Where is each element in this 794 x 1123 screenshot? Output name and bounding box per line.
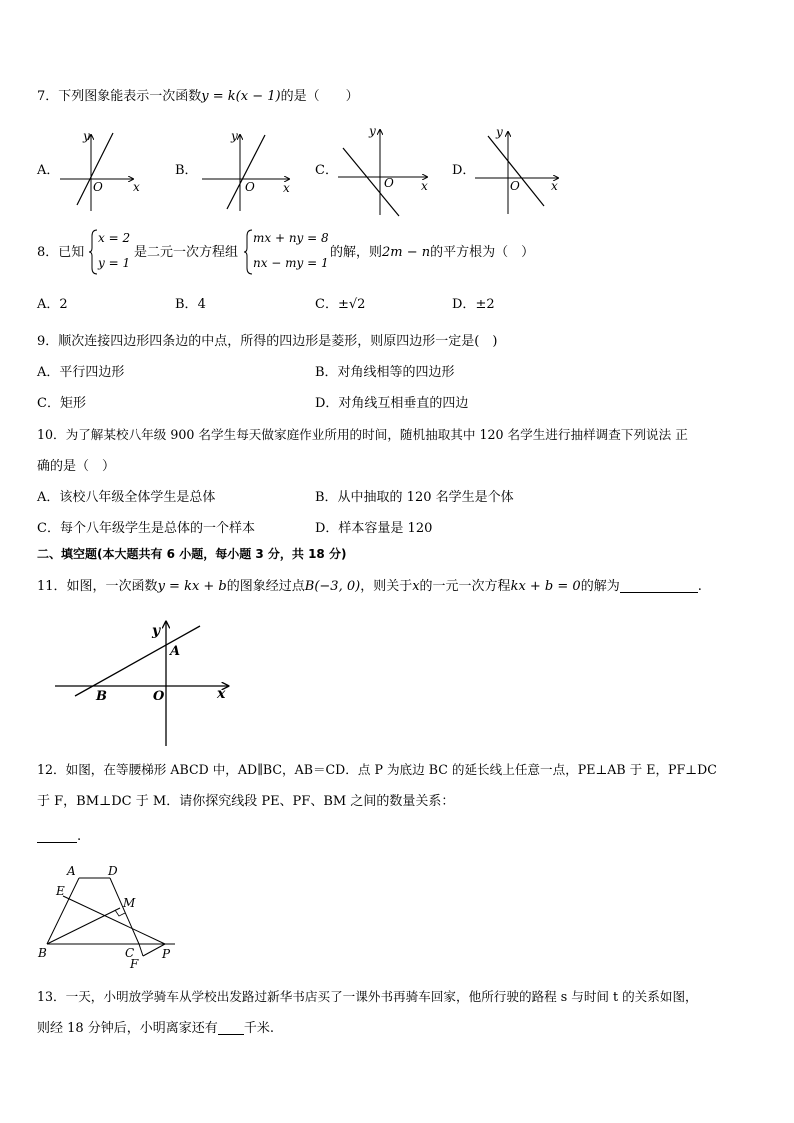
x-label: x	[217, 686, 226, 702]
q10-option-d[interactable]: D．样本容量是 120	[315, 521, 433, 536]
q7-graph-b	[197, 125, 297, 215]
x-label: x	[421, 179, 428, 193]
label-a: A	[67, 864, 76, 878]
label-c: C	[125, 946, 135, 960]
q8-option-a[interactable]: A．2	[37, 297, 68, 312]
q10-option-a[interactable]: A．该校八年级全体学生是总体	[37, 490, 216, 505]
segment-pe	[63, 896, 165, 944]
origin-label: O	[384, 176, 394, 190]
q7-option-c-label[interactable]: C．	[315, 163, 338, 178]
origin-label: O	[510, 179, 520, 193]
q8-sys1-eq2: y = 1	[98, 256, 131, 270]
q7-graph-c	[335, 120, 440, 220]
segment-bm	[47, 908, 120, 944]
q12-stem-line1: 12．如图，在等腰梯形 ABCD 中，AD∥BC，AB＝CD．点 P 为底边 BC 的延长线上任意一点，PE⊥AB 于 E，PF⊥DC	[37, 762, 717, 777]
y-label: y	[83, 129, 90, 143]
origin-label: O	[245, 180, 255, 194]
origin-label: O	[93, 180, 103, 194]
x-label: x	[133, 180, 140, 194]
label-f: F	[130, 957, 139, 971]
q13-stem-line1: 13．一天，小明放学骑车从学校出发路过新华书店买了一课外书再骑车回家，他所行驶的路程 s 与时间 t 的关系如图，	[37, 989, 698, 1004]
right-angle-mark	[115, 910, 125, 916]
q13-stem-line2: 则经 18 分钟后，小明离家还有 千米.	[37, 1021, 274, 1036]
q12-answer: .	[37, 830, 81, 843]
q9-stem: 9．顺次连接四边形四条边的中点，所得的四边形是菱形，则原四边形一定是( )	[37, 334, 498, 349]
q10-stem-line1: 10．为了解某校八年级 900 名学生每天做家庭作业所用的时间，随机抽取其中 120 名学生进行抽样调查下列说法 正	[37, 427, 688, 442]
q12-answer-blank[interactable]	[37, 830, 77, 843]
q8-text3: 的解，则2m − n的平方根为（ ）	[330, 245, 535, 260]
origin-label: O	[153, 689, 165, 704]
q9-option-d[interactable]: D．对角线互相垂直的四边	[315, 396, 469, 411]
label-m: M	[123, 896, 136, 910]
segment-cf	[139, 944, 143, 956]
q7-stem: 7．下列图象能表示一次函数y = k(x − 1)的是（ ）	[37, 89, 359, 104]
y-label: y	[152, 623, 161, 639]
graph-line	[488, 136, 544, 206]
graph-line	[77, 133, 113, 205]
q8-option-d[interactable]: D．±2	[452, 297, 495, 312]
q8-option-c[interactable]: C．±√2	[315, 297, 366, 312]
q8-option-b[interactable]: B．4	[175, 297, 206, 312]
x-label: x	[283, 181, 290, 195]
y-label: y	[231, 129, 238, 143]
q11-answer-blank[interactable]	[620, 580, 698, 593]
y-label: y	[369, 124, 376, 138]
point-a-label: A	[170, 644, 181, 659]
q9-option-a[interactable]: A．平行四边形	[37, 365, 125, 380]
graph-line	[227, 135, 265, 209]
q10-option-c[interactable]: C．每个八年级学生是总体的一个样本	[37, 521, 255, 536]
q8-sys2-eq2: nx − my = 1	[253, 256, 329, 270]
q8-sys2-eq1: mx + ny = 8	[253, 231, 329, 245]
section-title-fill-blank: 二、填空题(本大题共有 6 小题，每小题 3 分，共 18 分)	[37, 547, 347, 561]
label-p: P	[162, 947, 171, 961]
q11-stem: 11．如图，一次函数y = kx + b的图象经过点B(−3, 0)，则关于x的一元一次方程kx + b = 0的解为 .	[37, 579, 702, 594]
q7-option-b-label[interactable]: B．	[175, 163, 198, 178]
q11-figure	[50, 618, 240, 748]
label-d: D	[108, 864, 118, 878]
q7-graph-d	[472, 122, 572, 218]
q12-figure	[35, 860, 185, 972]
label-b: B	[38, 946, 47, 960]
point-b-label: B	[96, 689, 107, 704]
q9-option-c[interactable]: C．矩形	[37, 396, 86, 411]
x-label: x	[551, 179, 558, 193]
q12-stem-line2: 于 F，BM⊥DC 于 M．请你探究线段 PE、PF、BM 之间的数量关系：	[37, 794, 455, 809]
q7-graph-a	[55, 125, 145, 215]
label-e: E	[56, 884, 65, 898]
q10-stem-line2: 确的是（ ）	[37, 459, 116, 474]
q7-option-d-label[interactable]: D．	[452, 163, 476, 178]
q8-sys1-eq1: x = 2	[98, 231, 131, 245]
y-label: y	[496, 125, 503, 139]
q8-text2: 是二元一次方程组	[134, 245, 239, 260]
q10-option-b[interactable]: B．从中抽取的 120 名学生是个体	[315, 490, 514, 505]
q7-option-a-label[interactable]: A．	[37, 163, 60, 178]
q9-option-b[interactable]: B．对角线相等的四边形	[315, 365, 455, 380]
q13-answer-blank[interactable]	[218, 1022, 244, 1035]
q8-number: 8．已知	[37, 245, 85, 260]
